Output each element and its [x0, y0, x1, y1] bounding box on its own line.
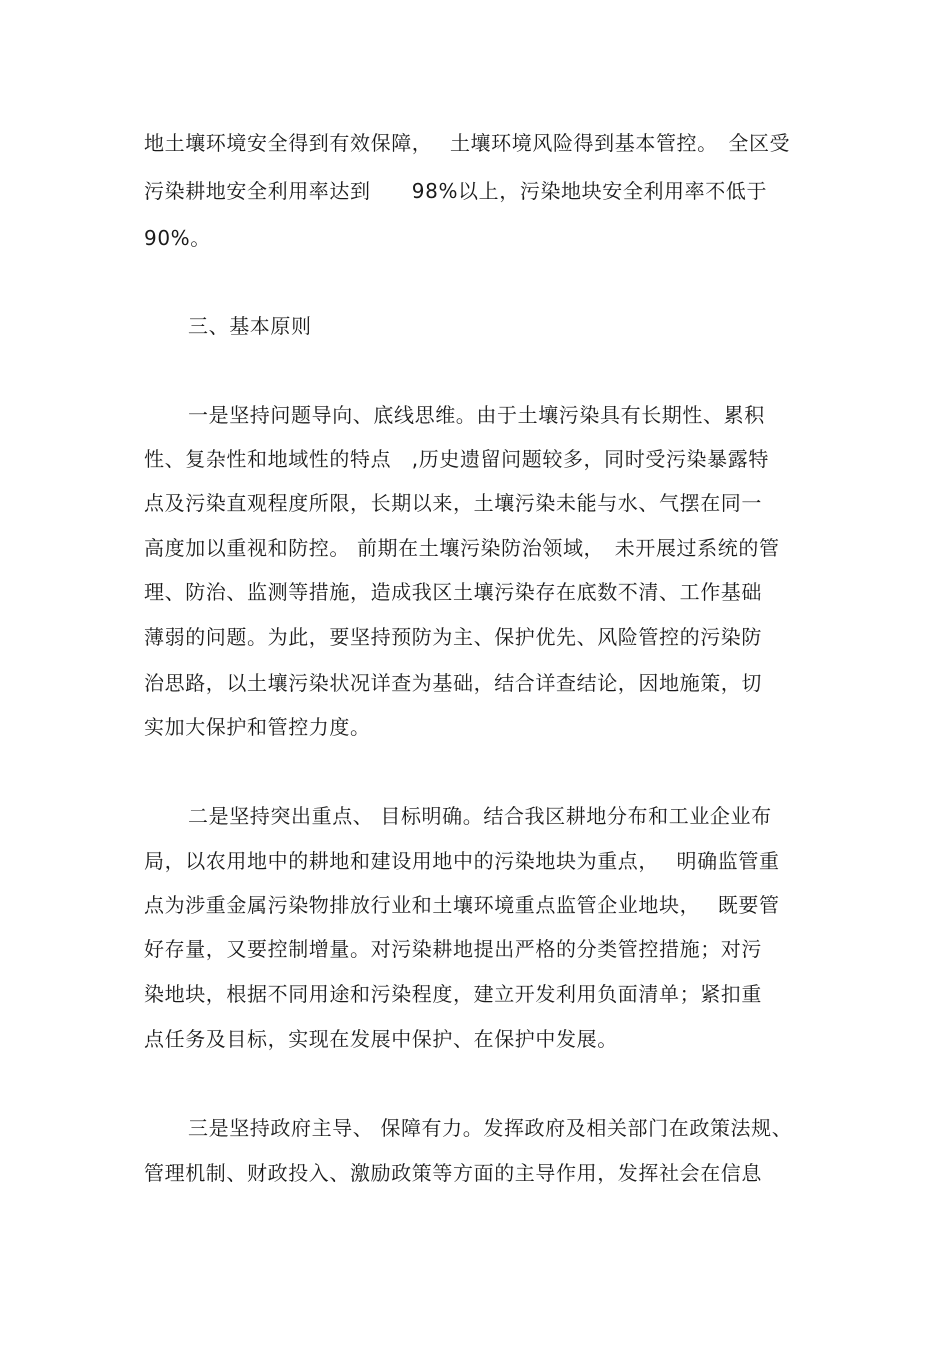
text-line-10: 薄弱的问题。为此，要坚持预防为主、保护优先、风险管控的污染防 [144, 625, 762, 649]
text-line-8: 高度加以重视和防控。 前期在土壤污染防治领域， 未开展过系统的管 [144, 536, 780, 560]
text-line-16: 好存量，又要控制增量。对污染耕地提出严格的分类管控措施；对污 [144, 937, 762, 961]
text-line-14: 局，以农用地中的耕地和建设用地中的污染地块为重点， 明确监管重 [144, 849, 780, 873]
text-line-5: 一是坚持问题导向、底线思维。由于土壤污染具有长期性、累积 [188, 403, 765, 427]
text-line-1: 地土壤环境安全得到有效保障， 土壤环境风险得到基本管控。 全区受 [144, 131, 791, 155]
text-line-19: 三是坚持政府主导、 保障有力。发挥政府及相关部门在政策法规、 [188, 1116, 793, 1140]
section-heading: 三、基本原则 [188, 314, 312, 338]
text-line-11: 治思路，以土壤污染状况详查为基础，结合详查结论，因地施策，切 [144, 671, 762, 695]
text-line-20: 管理机制、财政投入、激励政策等方面的主导作用，发挥社会在信息 [144, 1161, 762, 1185]
text-line-6: 性、复杂性和地域性的特点 ,历史遗留问题较多，同时受污染暴露特 [144, 447, 769, 471]
text-line-2: 污染耕地安全利用率达到 98%以上，污染地块安全利用率不低于 [144, 179, 768, 203]
text-line-12: 实加大保护和管控力度。 [144, 715, 371, 739]
text-line-15: 点为涉重金属污染物排放行业和土壤环境重点监管企业地块， 既要管 [144, 893, 780, 917]
text-line-13: 二是坚持突出重点、 目标明确。结合我区耕地分布和工业企业布 [188, 804, 772, 828]
text-line-7: 点及污染直观程度所限，长期以来，土壤污染未能与水、气摆在同一 [144, 491, 762, 515]
text-line-17: 染地块，根据不同用途和污染程度，建立开发利用负面清单；紧扣重 [144, 982, 762, 1006]
text-line-3: 90%。 [144, 226, 211, 250]
text-line-18: 点任务及目标，实现在发展中保护、在保护中发展。 [144, 1027, 618, 1051]
text-line-9: 理、防治、监测等措施，造成我区土壤污染存在底数不清、工作基础 [144, 580, 762, 604]
